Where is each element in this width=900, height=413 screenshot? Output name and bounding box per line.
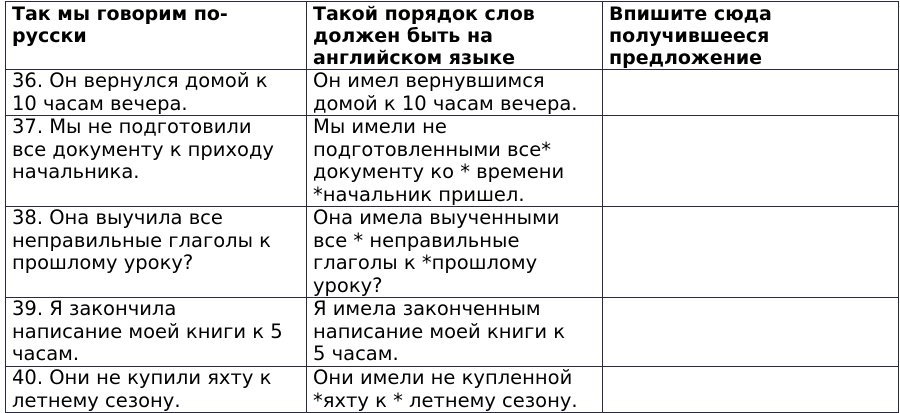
cell-english-order bbox=[307, 298, 603, 367]
cell-russian-text: 37. Мы не подготовили все документу к приходу начальника. bbox=[12, 115, 274, 183]
table-row bbox=[6, 367, 899, 413]
header-row bbox=[6, 2, 899, 70]
cell-english-order-text: Они имели не купленной *яхту к * летнему сезону. bbox=[313, 366, 578, 412]
cell-english-order-text: Мы имели не подготовленными все* документу ко * времени *начальник пришел. bbox=[313, 115, 565, 206]
table-row bbox=[6, 207, 899, 298]
table-row bbox=[6, 70, 899, 116]
cell-english-order bbox=[307, 367, 603, 413]
cell-russian-text: 38. Она выучила все неправильные глаголы к прошлому уроку? bbox=[12, 206, 271, 274]
header-english-order bbox=[307, 2, 603, 70]
cell-answer[interactable] bbox=[603, 207, 899, 298]
cell-english-order-text: Она имела выученными все * неправильные глаголы к *прошлому уроку? bbox=[313, 206, 560, 297]
header-english-order-text: Такой порядок слов должен быть на английском языке bbox=[313, 3, 535, 69]
cell-russian bbox=[6, 70, 307, 116]
cell-answer[interactable] bbox=[603, 70, 899, 116]
table-row bbox=[6, 298, 899, 367]
cell-russian bbox=[6, 298, 307, 367]
exercise-table bbox=[5, 1, 899, 413]
cell-english-order bbox=[307, 116, 603, 207]
cell-english-order-text: Я имела законченным написание моей книги к 5 часам. bbox=[313, 297, 566, 365]
cell-russian bbox=[6, 116, 307, 207]
header-answer bbox=[603, 2, 899, 70]
header-russian bbox=[6, 2, 307, 70]
cell-english-order bbox=[307, 207, 603, 298]
cell-english-order-text: Он имел вернувшимся домой к 10 часам вечера. bbox=[313, 69, 578, 115]
cell-english-order bbox=[307, 70, 603, 116]
header-answer-text: Впишите сюда получившееся предложение bbox=[609, 3, 772, 69]
cell-answer[interactable] bbox=[603, 116, 899, 207]
cell-russian bbox=[6, 207, 307, 298]
cell-russian bbox=[6, 367, 307, 413]
header-russian-text: Так мы говорим по- русски bbox=[12, 3, 228, 47]
cell-answer[interactable] bbox=[603, 367, 899, 413]
table-row bbox=[6, 116, 899, 207]
cell-russian-text: 39. Я закончила написание моей книги к 5 часам. bbox=[12, 297, 283, 365]
cell-russian-text: 36. Он вернулся домой к 10 часам вечера. bbox=[12, 69, 268, 115]
cell-answer[interactable] bbox=[603, 298, 899, 367]
cell-russian-text: 40. Они не купили яхту к летнему сезону. bbox=[12, 366, 272, 412]
